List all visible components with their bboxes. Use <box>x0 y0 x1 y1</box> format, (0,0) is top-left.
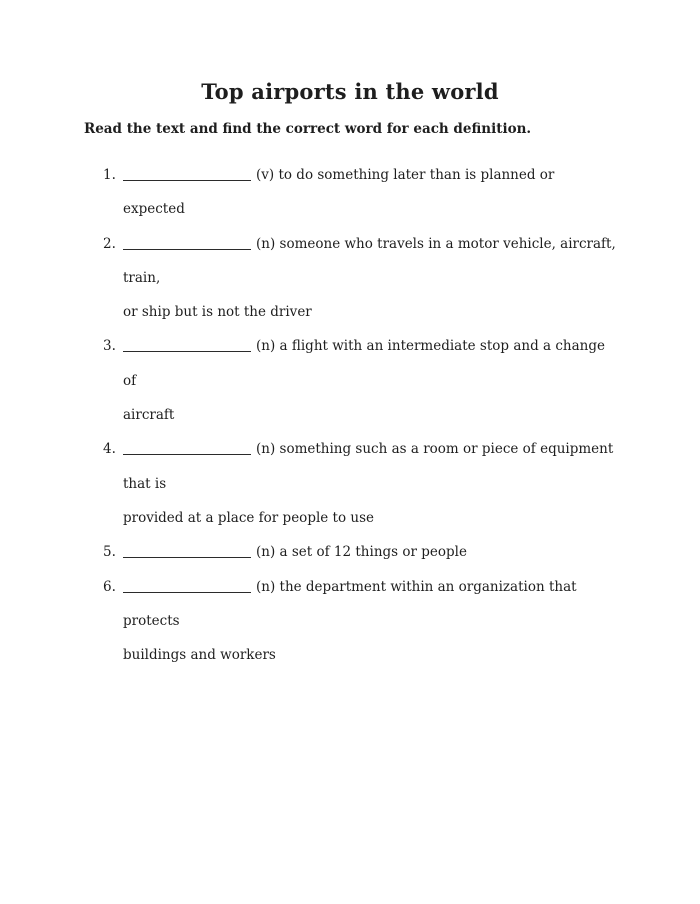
item-number: 3. <box>103 338 116 355</box>
definition-item-4 <box>103 432 616 535</box>
item-content <box>123 158 616 227</box>
definitions-list <box>103 158 616 672</box>
definition-item-3 <box>103 329 616 432</box>
answer-blank-1[interactable] <box>123 166 251 181</box>
item-number: 1. <box>103 167 116 183</box>
item-number: 5. <box>103 544 116 561</box>
answer-blank-4[interactable] <box>123 440 251 455</box>
item-number: 6. <box>103 578 116 595</box>
answer-blank-3[interactable] <box>123 337 251 352</box>
item-content <box>123 570 616 673</box>
item-number: 2. <box>103 235 116 252</box>
definition-text: (n) the department within an organization that protects <box>123 578 577 629</box>
definition-text: (n) something such as a room or piece of equipment that is <box>123 441 614 492</box>
definition-continuation: or ship but is not the driver <box>123 304 312 321</box>
instruction-text: Read the text and find the correct word for each definition. <box>84 121 532 137</box>
answer-blank-6[interactable] <box>123 578 251 593</box>
definition-item-2 <box>103 227 616 330</box>
page-title: Top airports in the world <box>201 79 499 104</box>
definition-text: (n) a set of 12 things or people <box>256 544 467 561</box>
answer-blank-5[interactable] <box>123 543 251 558</box>
answer-blank-2[interactable] <box>123 235 251 250</box>
definition-continuation: buildings and workers <box>123 647 276 664</box>
definition-item-1 <box>103 158 616 227</box>
item-content <box>123 432 616 535</box>
definition-continuation: provided at a place for people to use <box>123 509 375 526</box>
item-content <box>123 227 616 330</box>
item-number: 4. <box>103 441 116 458</box>
definition-continuation: aircraft <box>123 407 175 424</box>
definition-text: (v) to do something later than is planned or expected <box>123 167 555 218</box>
definition-text: (n) someone who travels in a motor vehicle, aircraft, train, <box>123 235 616 286</box>
definition-text: (n) a flight with an intermediate stop and a change of <box>123 338 605 389</box>
definition-item-5 <box>103 535 616 569</box>
item-content <box>123 535 467 569</box>
item-content <box>123 329 616 432</box>
definition-item-6 <box>103 570 616 673</box>
